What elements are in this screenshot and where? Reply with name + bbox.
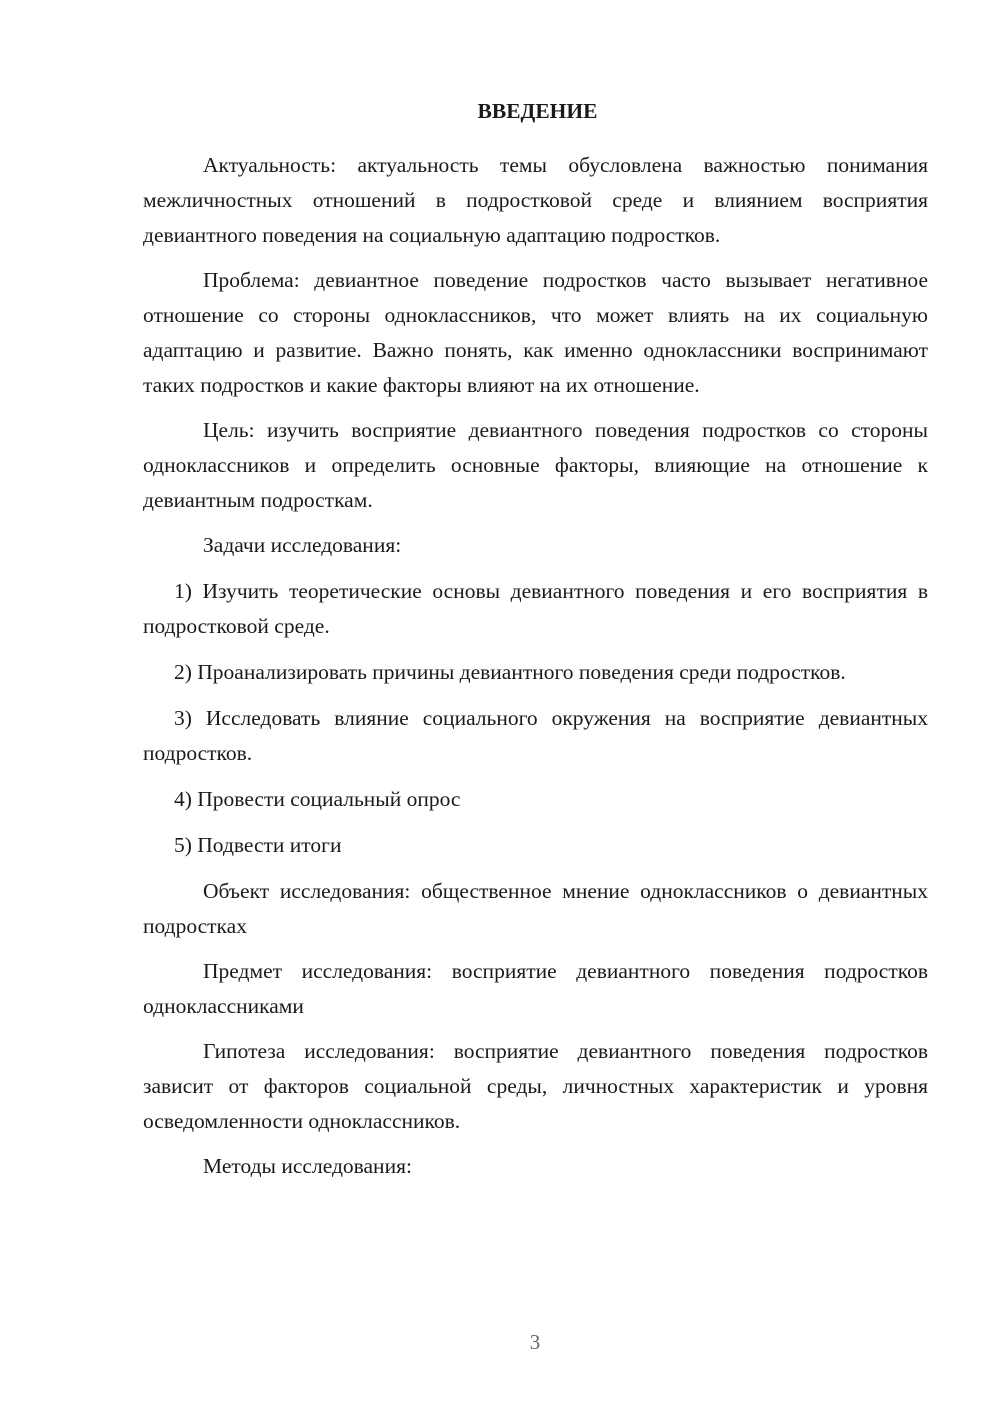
- problem-paragraph: Проблема: девиантное поведение подростков часто вызывает негативное отношение со стороны одноклассников, что может влиять на их социальную адаптацию и развитие. Важно понять, как именно одноклассники воспринимают таких подростков и какие факторы влияют на их отношение.: [143, 268, 928, 397]
- task-item: 3) Исследовать влияние социального окружения на восприятие девиантных подростков.: [143, 706, 928, 765]
- hypothesis-paragraph: Гипотеза исследования: восприятие девиантного поведения подростков зависит от факторов социальной среды, личностных характеристик и уровня осведомленности одноклассников.: [143, 1039, 928, 1133]
- task-item: 5) Подвести итоги: [174, 833, 342, 857]
- goal-paragraph: Цель: изучить восприятие девиантного поведения подростков со стороны одноклассников и определить основные факторы, влияющие на отношение к девиантным подросткам.: [143, 418, 928, 512]
- tasks-heading: Задачи исследования:: [203, 533, 402, 557]
- object-paragraph: Объект исследования: общественное мнение одноклассников о девиантных подростках: [143, 879, 928, 938]
- page-number: 3: [529, 1330, 541, 1354]
- page-title: ВВЕДЕНИЕ: [477, 99, 598, 123]
- relevance-paragraph: Актуальность: актуальность темы обусловлена важностью понимания межличностных отношений в подростковой среде и влиянием восприятия девиантного поведения на социальную адаптацию подростков.: [143, 153, 928, 247]
- task-item: 1) Изучить теоретические основы девиантного поведения и его восприятия в подростковой среде.: [143, 579, 928, 638]
- subject-paragraph: Предмет исследования: восприятие девиантного поведения подростков одноклассниками: [143, 959, 928, 1018]
- methods-heading: Методы исследования:: [203, 1154, 412, 1178]
- task-item: 2) Проанализировать причины девиантного поведения среди подростков.: [174, 660, 846, 684]
- document-page: [143, 94, 928, 1194]
- task-item: 4) Провести социальный опрос: [174, 787, 461, 811]
